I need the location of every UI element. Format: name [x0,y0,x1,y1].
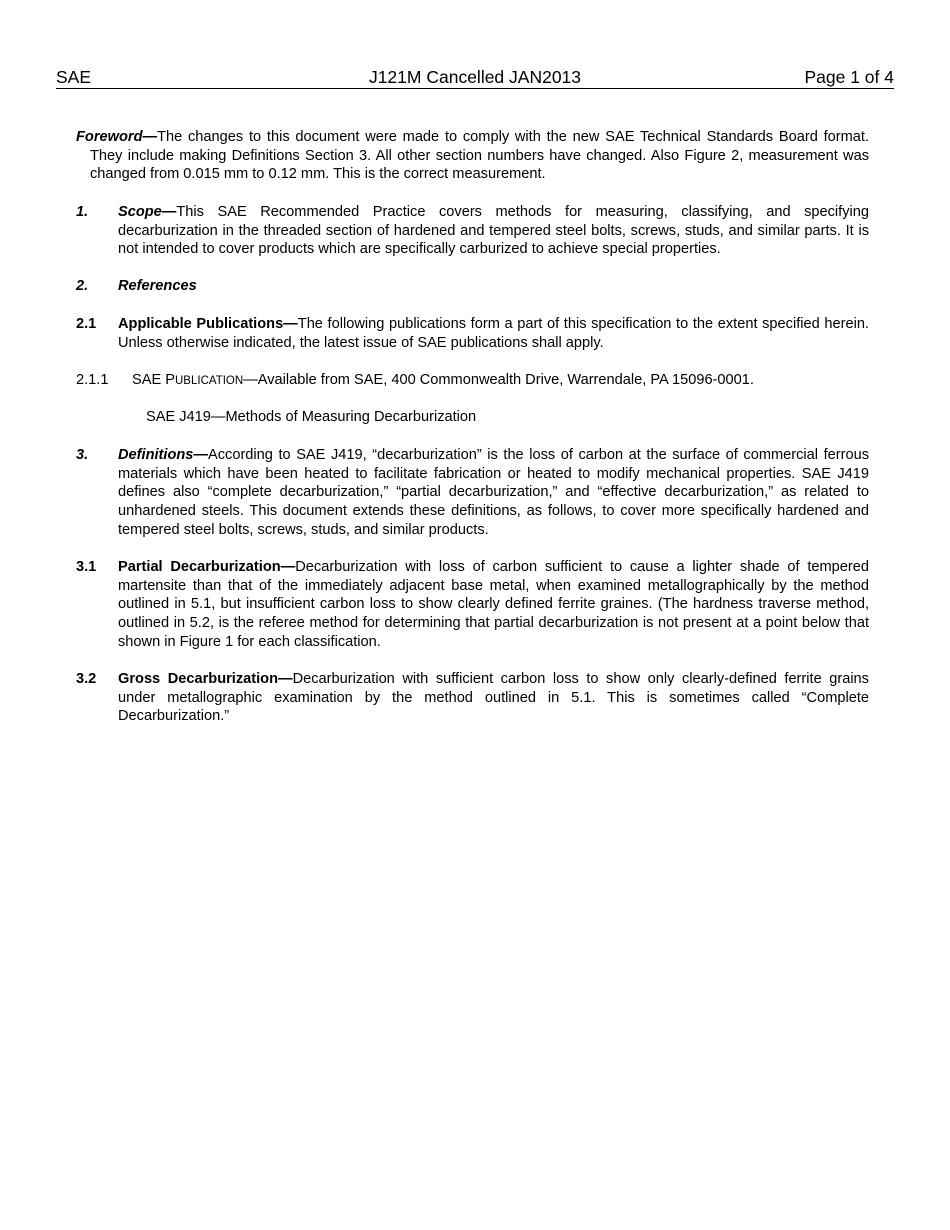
section-number: 3. [76,447,89,463]
section-title: Gross Decarburization— [118,671,293,687]
section-title: Applicable Publications— [118,316,298,332]
section-number: 2.1.1 [76,372,109,388]
section-scope [76,203,869,259]
section-partial-decarburization [76,558,869,652]
section-text: This SAE Recommended Practice covers methods for measuring, classifying, and specifying decarburization in the threaded section of hardened and tempered steel bolts, screws, studs, and similar parts. It is not intended to cover products which are specifically carburized to achieve special properties. [118,204,869,258]
page-header [56,66,894,89]
section-number: 3.1 [76,559,97,575]
header-org: SAE [56,67,92,87]
section-text: According to SAE J419, “decarburization” is the loss of carbon at the surface of commercial ferrous materials which have been heated to facilitate fabrication or heated to modify mechanical properties. SAE J419 defines also “complete decarburization,” “partial decarburization,” and “effective decarburization,” as related to unhardened steels. This document extends these definitions, as follows, to cover more specifically hardened and tempered steel bolts, screws, studs, and similar products. [118,447,869,538]
section-number: 2. [76,278,89,294]
section-text: Decarburization with loss of carbon sufficient to cause a lighter shade of tempered martensite than that of the immediately adjacent base metal, when examined metallographically by the method outlined in 5.1, but insufficient carbon loss to show clearly defined ferrite graines. (The hardness traverse method, outlined in 5.2, is the referee method for determining that partial decarburization is not present at a point below that shown in Figure 1 for each classification. [118,559,869,650]
section-sae-publication [76,371,869,391]
foreword-text: The changes to this document were made to comply with the new SAE Technical Standards Board format. They include making Definitions Section 3. All other section numbers have changed. Also Figure 2, measurement was changed from 0.015 mm to 0.12 mm. This is the correct measurement. [90,129,869,183]
section-title: Scope— [118,204,177,220]
section-number: 2.1 [76,316,97,332]
section-definitions [76,446,869,540]
foreword-title: Foreword— [76,129,158,145]
section-applicable-publications [76,315,869,352]
section-number: 3.2 [76,671,97,687]
reference-item: SAE J419—Methods of Measuring Decarburization [146,409,477,425]
section-title: Partial Decarburization— [118,559,296,575]
section-title-prefix: SAE P [132,372,175,388]
section-references [76,277,869,296]
section-gross-decarburization [76,670,869,726]
section-title-smallcaps: UBLICATION [175,375,244,387]
header-doc-id: J121M Cancelled JAN2013 [368,67,582,87]
section-title: Definitions— [118,447,208,463]
header-page-number: Page 1 of 4 [804,67,894,87]
foreword-paragraph [76,128,869,184]
section-text: The following publications form a part of this specification to the extent specified herein. Unless otherwise indicated, the latest issue of SAE publications shall apply. [118,316,869,351]
section-text: Decarburization with sufficient carbon loss to show only clearly-defined ferrite grains under metallographic examination by the method outlined in 5.1. This is sometimes called “Complete Decarburization.” [118,671,869,725]
section-text: —Available from SAE, 400 Commonwealth Drive, Warrendale, PA 15096-0001. [243,372,754,388]
section-number: 1. [76,204,89,220]
section-title: References [118,278,197,294]
